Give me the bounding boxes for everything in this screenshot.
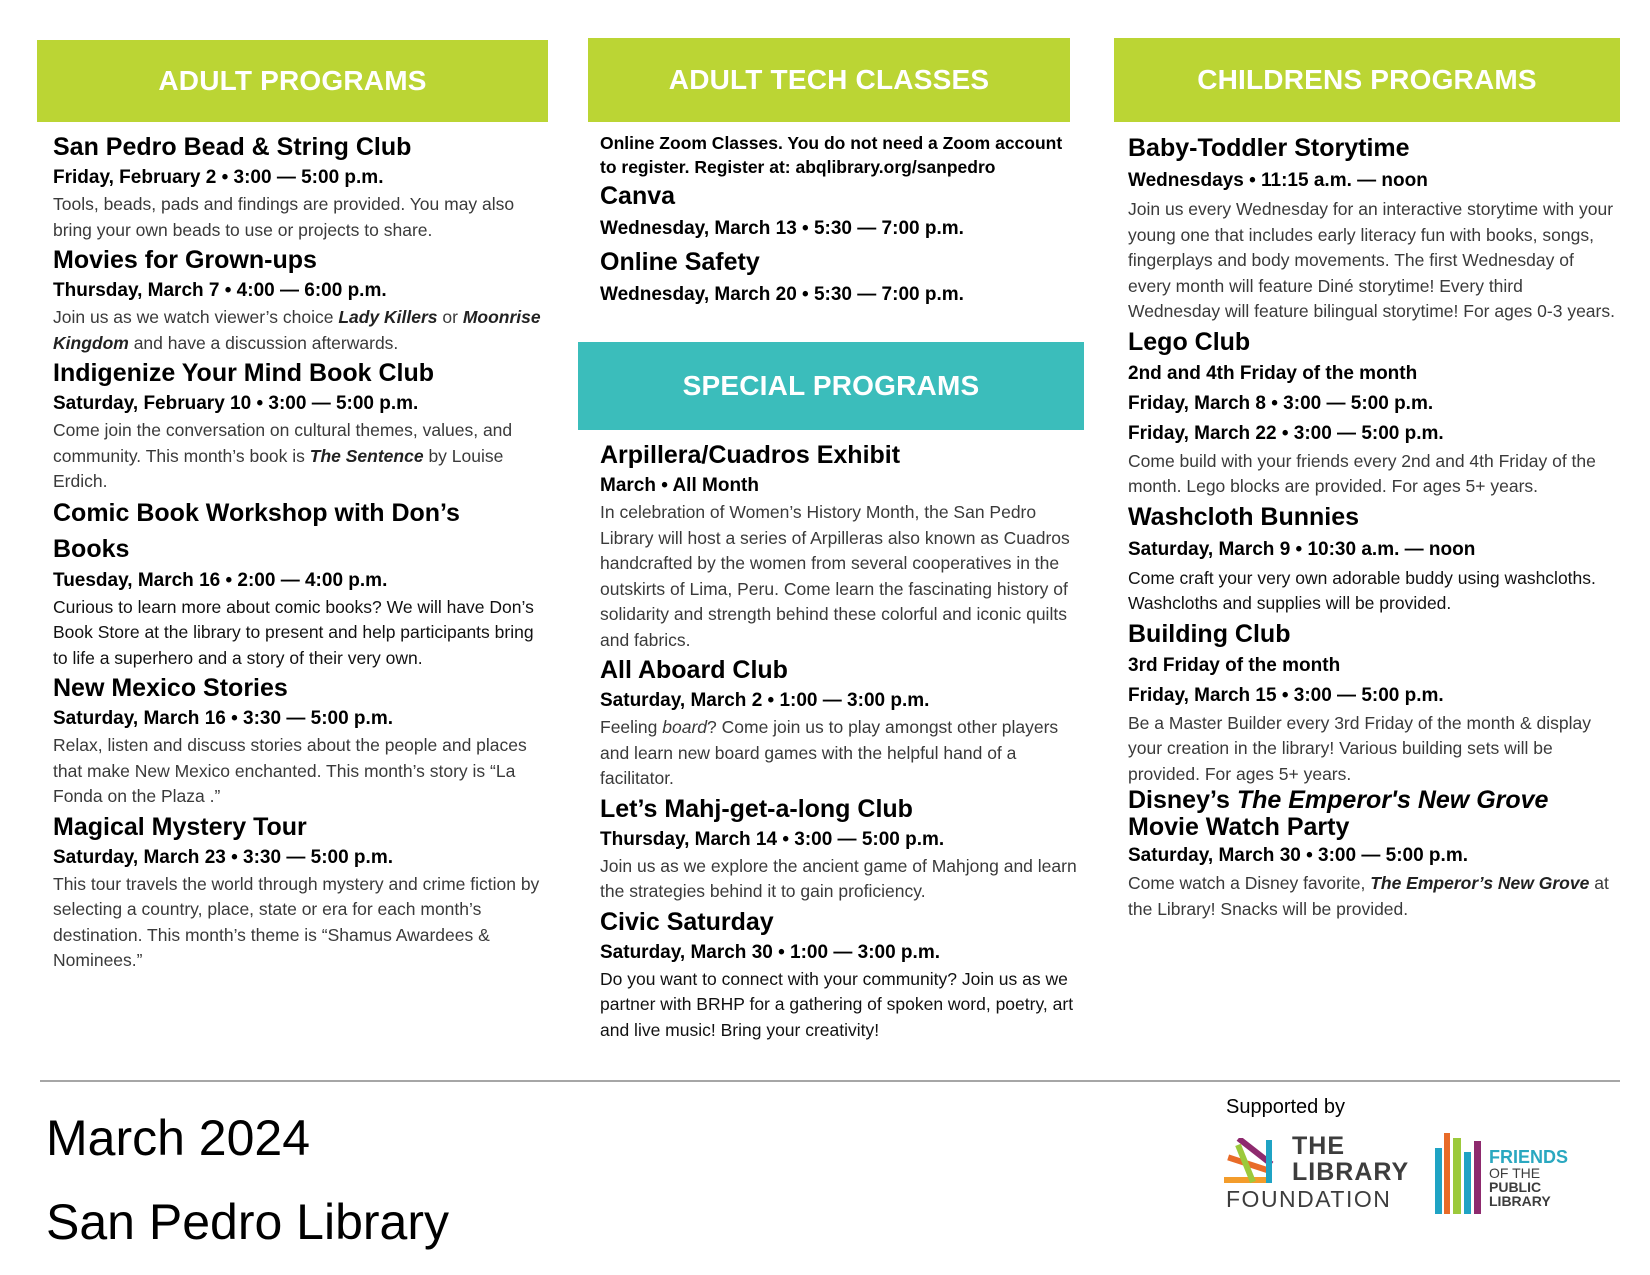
event-washcloth-bunnies (1128, 500, 1618, 617)
event-title: Comic Book Workshop with Don’s Books (53, 498, 460, 563)
special-programs-header-label: SPECIAL PROGRAMS (682, 370, 980, 401)
event-lego-club (1128, 325, 1618, 500)
event-civic-saturday (600, 905, 1090, 1044)
desc-text: and have a discussion afterwards. (128, 332, 399, 353)
special-programs-header (578, 342, 1084, 430)
event-online-safety (600, 245, 1080, 311)
event-baby-toddler-storytime (1128, 131, 1618, 325)
logo-text-the: THE (1292, 1132, 1345, 1160)
event-date: Saturday, March 9 • 10:30 a.m. — noon (1128, 538, 1476, 560)
event-building-club (1128, 617, 1618, 788)
library-foundation-fan-icon (1224, 1138, 1284, 1186)
adult-programs-column (53, 130, 543, 974)
footer-library-name: San Pedro Library (46, 1194, 450, 1250)
event-title: Building Club (1128, 619, 1291, 648)
logo-text-of-the: OF THE (1489, 1165, 1541, 1181)
childrens-programs-column (1128, 131, 1618, 922)
desc-text: Come join the conversation on cultural themes, values, and community. This month’s book is (53, 420, 513, 466)
event-new-mexico-stories (53, 671, 543, 810)
event-date: Saturday, March 30 • 1:00 — 3:00 p.m. (600, 941, 940, 963)
adult-tech-classes-header-label: ADULT TECH CLASSES (668, 64, 990, 95)
event-date: Wednesday, March 20 • 5:30 — 7:00 p.m. (600, 284, 964, 305)
event-date: Saturday, March 2 • 1:00 — 3:00 p.m. (600, 690, 930, 711)
friends-books-icon (1433, 1133, 1489, 1215)
title-text: Disney’s (1128, 786, 1237, 814)
event-title: All Aboard Club (600, 656, 788, 684)
title-text: Movie Watch Party (1128, 813, 1350, 841)
supported-by-label: Supported by (1226, 1096, 1345, 1118)
event-description (53, 418, 543, 495)
movie-title-emphasis: Lady Killers (338, 307, 438, 327)
event-title: Civic Saturday (600, 907, 774, 936)
event-title: Lego Club (1128, 327, 1251, 356)
logo-text-public: PUBLIC (1489, 1179, 1542, 1195)
footer-divider (40, 1080, 1620, 1082)
event-arpillera-exhibit (600, 438, 1090, 653)
event-schedule: 3rd Friday of the month (1128, 654, 1341, 676)
event-description: Tools, beads, pads and findings are provided. You may also bring your own beads to use or projects to share. (53, 194, 515, 240)
event-disney-movie-watch-party (1128, 787, 1618, 922)
event-bead-string-club (53, 130, 543, 243)
event-date-2: Friday, March 22 • 3:00 — 5:00 p.m. (1128, 422, 1444, 444)
pun-emphasis: board (662, 717, 708, 737)
logo-text-foundation: FOUNDATION (1226, 1186, 1392, 1212)
event-title: San Pedro Bead & String Club (53, 133, 412, 161)
desc-text: by Louise Erdich. (53, 445, 504, 491)
event-title: Washcloth Bunnies (1128, 502, 1360, 531)
event-date: March • All Month (600, 475, 759, 496)
library-foundation-logo (1222, 1133, 1412, 1213)
event-description: Join us as we explore the ancient game of Mahjong and learn the strategies behind it to gain proficiency. (600, 855, 1077, 901)
event-description: Curious to learn more about comic books? We will have Don’s Book Store at the library to present and help participants bring to life a superhero and a story of their very own. (53, 596, 534, 668)
desc-text: Join us as we watch viewer’s choice (53, 307, 339, 327)
event-title: Movies for Grown-ups (53, 246, 317, 274)
event-description: Relax, listen and discuss stories about the people and places that make New Mexico enchanted. This month’s story is “La Fonda on the Plaza .” (53, 735, 527, 806)
event-title: Arpillera/Cuadros Exhibit (600, 441, 901, 469)
event-description: Join us every Wednesday for an interactive storytime with your young one that includes early literacy fun with books, songs, fingerplays and body movements. The first Wednesday of every month will feature Diné storytime! Every third Wednesday will feature bilingual storytime! For ages 0-3 years. (1128, 199, 1615, 321)
event-description: This tour travels the world through mystery and crime fiction by selecting a country, place, state or era for each month’s destination. This month’s theme is “Shamus Awardees & Nominees.” (53, 873, 540, 970)
event-comic-book-workshop (53, 495, 543, 672)
event-description: Be a Master Builder every 3rd Friday of the month & display your creation in the library! Various building sets will be provided. For ages 5+ years. (1128, 712, 1591, 784)
event-title: New Mexico Stories (53, 674, 288, 702)
desc-text: Come watch a Disney favorite, (1128, 873, 1371, 893)
desc-text: or (437, 307, 463, 327)
event-magical-mystery-tour (53, 810, 543, 974)
event-date: Saturday, March 23 • 3:30 — 5:00 p.m. (53, 846, 393, 868)
event-title: Online Safety (600, 248, 760, 276)
desc-text: ? Come join us to play amongst other players and learn new board games with the helpful hand of a facilitator. (600, 717, 1059, 788)
event-title: Indigenize Your Mind Book Club (53, 359, 435, 387)
friends-public-library-logo (1433, 1133, 1603, 1215)
desc-text: at the Library! Snacks will be provided. (1128, 873, 1609, 919)
adult-programs-header (37, 40, 548, 122)
event-date: Saturday, February 10 • 3:00 — 5:00 p.m. (53, 393, 419, 414)
event-all-aboard-club (600, 653, 1090, 792)
event-date: Friday, March 15 • 3:00 — 5:00 p.m. (1128, 684, 1444, 706)
book-title-emphasis: The Sentence (309, 445, 424, 466)
event-date: Wednesdays • 11:15 a.m. — noon (1128, 170, 1428, 191)
adult-programs-header-label: ADULT PROGRAMS (158, 65, 427, 96)
special-programs-column (600, 438, 1090, 1043)
event-date: Wednesday, March 13 • 5:30 — 7:00 p.m. (600, 218, 964, 239)
childrens-programs-header (1114, 38, 1620, 122)
event-title: Canva (600, 182, 676, 210)
event-title: Let’s Mahj-get-a-long Club (600, 794, 913, 823)
logo-text-friends: FRIENDS (1489, 1147, 1569, 1167)
event-description: In celebration of Women’s History Month, the San Pedro Library will host a series of Arpilleras also known as Cuadros handcrafted by the women from several cooperatives in the outskirts of Lima, Peru. Come learn the fascinating history of solidarity and strength behind these colorful and iconic quilts and fabrics. (600, 502, 1070, 650)
event-date: Friday, March 8 • 3:00 — 5:00 p.m. (1128, 392, 1434, 414)
movie-title-emphasis: The Emperor’s New Grove (1370, 873, 1590, 893)
event-movies-for-grown-ups (53, 243, 543, 356)
childrens-programs-header-label: CHILDRENS PROGRAMS (1197, 64, 1537, 95)
desc-text: Feeling (600, 717, 663, 737)
event-date: Tuesday, March 16 • 2:00 — 4:00 p.m. (53, 569, 388, 591)
footer-month: March 2024 (46, 1110, 311, 1166)
logo-text-library: LIBRARY (1489, 1193, 1551, 1209)
event-date: Thursday, March 7 • 4:00 — 6:00 p.m. (53, 280, 387, 301)
movie-title-emphasis: The Emperor's New Grove (1236, 786, 1549, 814)
event-description (53, 305, 543, 356)
event-date: Thursday, March 14 • 3:00 — 5:00 p.m. (600, 828, 945, 850)
adult-tech-classes-header (588, 38, 1070, 122)
event-description: Do you want to connect with your community? Join us as we partner with BRHP for a gathering of spoken word, poetry, art and live music! Bring your creativity! (600, 968, 1074, 1040)
event-date: Saturday, March 16 • 3:30 — 5:00 p.m. (53, 708, 393, 729)
logo-text-library: LIBRARY (1292, 1158, 1410, 1186)
event-description: Come craft your very own adorable buddy using washcloths. Washcloths and supplies will be provided. (1128, 567, 1596, 613)
event-description: Come build with your friends every 2nd and 4th Friday of the month. Lego blocks are provided. For ages 5+ years. (1128, 450, 1596, 496)
event-canva (600, 179, 1080, 245)
event-description (1128, 871, 1618, 922)
event-title: Baby-Toddler Storytime (1128, 134, 1410, 162)
tech-intro: Online Zoom Classes. You do not need a Zoom account to register. Register at: abqlibrary.org/sanpedro (600, 133, 1063, 177)
event-date: Saturday, March 30 • 3:00 — 5:00 p.m. (1128, 845, 1468, 866)
movie-title-emphasis: Moonrise Kingdom (53, 307, 541, 353)
adult-tech-column (600, 131, 1080, 311)
event-title: Magical Mystery Tour (53, 812, 307, 841)
event-date: Friday, February 2 • 3:00 — 5:00 p.m. (53, 167, 384, 188)
event-indigenize-book-club (53, 356, 543, 495)
event-description (600, 715, 1090, 792)
event-schedule: 2nd and 4th Friday of the month (1128, 362, 1418, 384)
event-mahj-get-a-long-club (600, 792, 1090, 905)
event-title (1128, 787, 1618, 841)
